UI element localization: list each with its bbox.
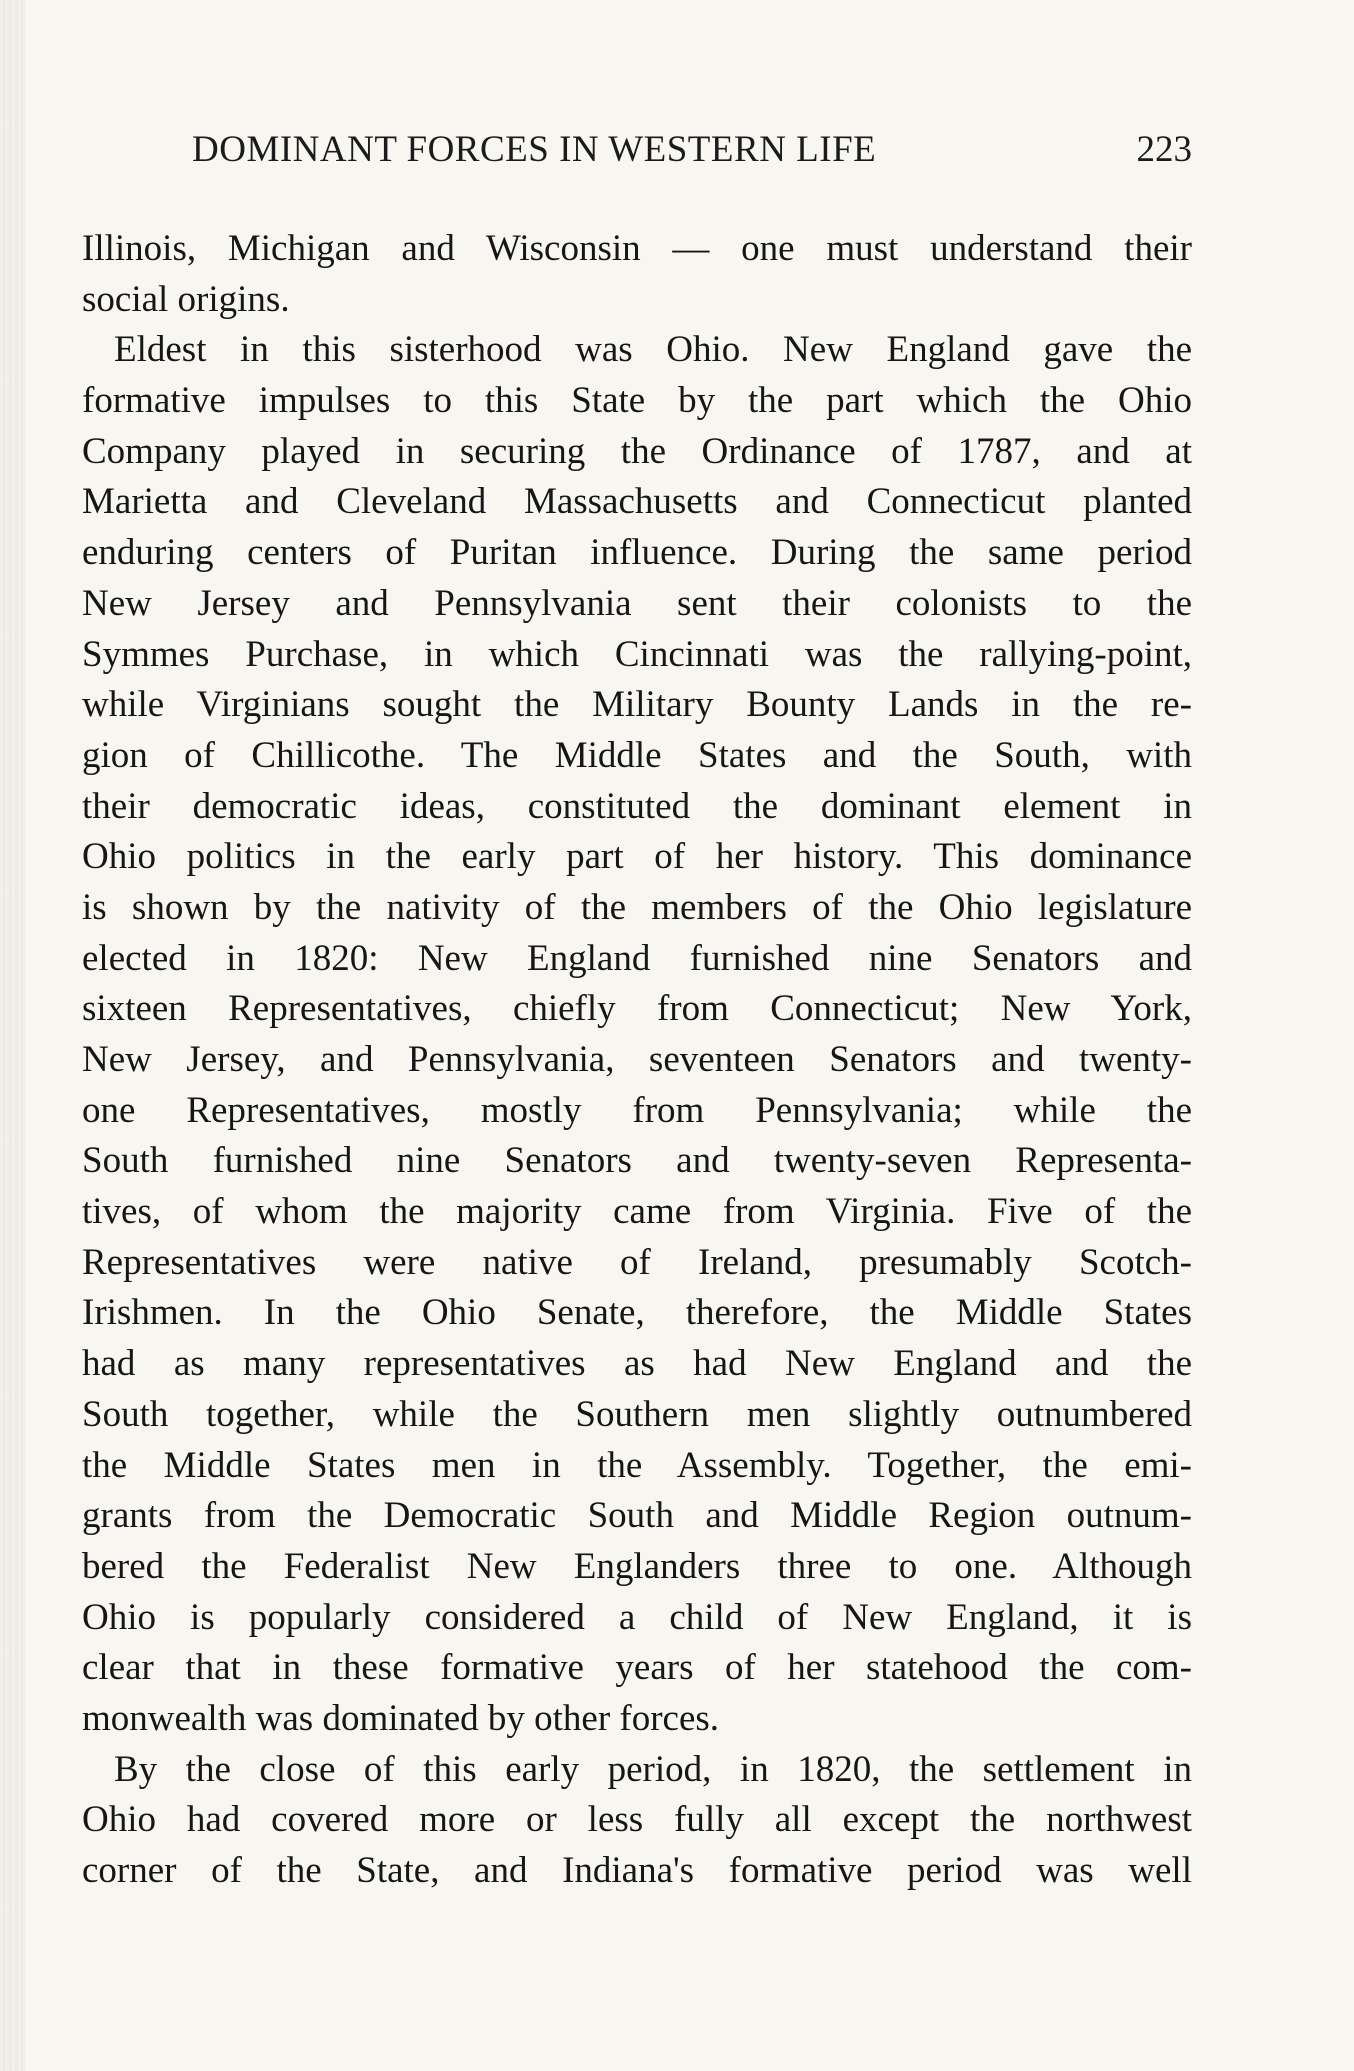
text-line: monwealth was dominated by other forces.: [82, 1697, 720, 1739]
text-line: elected in 1820: New England furnished nine Senators and: [82, 937, 1192, 979]
text-line: social origins.: [82, 278, 290, 320]
text-line: South furnished nine Senators and twenty-seven Representa-: [82, 1140, 1192, 1182]
text-line: tives, of whom the majority came from Virginia. Five of the: [82, 1191, 1192, 1233]
text-line: Illinois, Michigan and Wisconsin — one must understand their: [82, 228, 1192, 269]
text-line: had as many representatives as had New England and the: [82, 1343, 1192, 1385]
body-text: [82, 224, 1192, 1897]
text-line: Ohio politics in the early part of her history. This dominance: [82, 836, 1192, 878]
text-line: South together, while the Southern men slightly outnumbered: [82, 1393, 1192, 1435]
text-line: Ohio had covered more or less fully all except the northwest: [82, 1799, 1192, 1841]
text-line: Representatives were native of Ireland, presumably Scotch-: [82, 1241, 1192, 1283]
text-line: Marietta and Cleveland Massachusetts and Connecticut planted: [82, 481, 1192, 523]
running-title: DOMINANT FORCES IN WESTERN LIFE: [192, 129, 877, 170]
text-line: sixteen Representatives, chiefly from Connecticut; New York,: [82, 988, 1192, 1030]
text-line: Company played in securing the Ordinance of 1787, and at: [82, 430, 1192, 472]
text-line: grants from the Democratic South and Middle Region outnum-: [82, 1495, 1192, 1537]
text-line: enduring centers of Puritan influence. During the same period: [82, 532, 1192, 574]
text-line: the Middle States men in the Assembly. Together, the emi-: [82, 1444, 1192, 1486]
text-line: clear that in these formative years of her statehood the com-: [82, 1647, 1192, 1689]
text-line: Symmes Purchase, in which Cincinnati was the rallying-point,: [82, 633, 1192, 675]
text-line: Irishmen. In the Ohio Senate, therefore, the Middle States: [82, 1292, 1192, 1334]
text-line: Ohio is popularly considered a child of New England, it is: [82, 1596, 1192, 1638]
text-line: is shown by the nativity of the members of the Ohio legislature: [82, 886, 1192, 928]
text-line: corner of the State, and Indiana's formative period was well: [82, 1850, 1192, 1891]
text-line: New Jersey, and Pennsylvania, seventeen Senators and twenty-: [82, 1039, 1192, 1080]
text-line: while Virginians sought the Military Bounty Lands in the re-: [82, 684, 1192, 726]
page-gutter-edge: [0, 0, 26, 2071]
running-header: [82, 128, 1192, 180]
text-line: their democratic ideas, constituted the dominant element in: [82, 785, 1192, 827]
paragraph-start-line: By the close of this early period, in 1820, the settlement in: [114, 1748, 1192, 1790]
paragraph-start-line: Eldest in this sisterhood was Ohio. New England gave the: [114, 329, 1192, 371]
text-line: New Jersey and Pennsylvania sent their colonists to the: [82, 582, 1192, 624]
text-line: one Representatives, mostly from Pennsylvania; while the: [82, 1089, 1192, 1131]
page-number: 223: [1136, 129, 1192, 170]
text-line: formative impulses to this State by the part which the Ohio: [82, 380, 1192, 422]
text-line: gion of Chillicothe. The Middle States and the South, with: [82, 734, 1192, 776]
text-line: bered the Federalist New Englanders three to one. Although: [82, 1545, 1192, 1587]
